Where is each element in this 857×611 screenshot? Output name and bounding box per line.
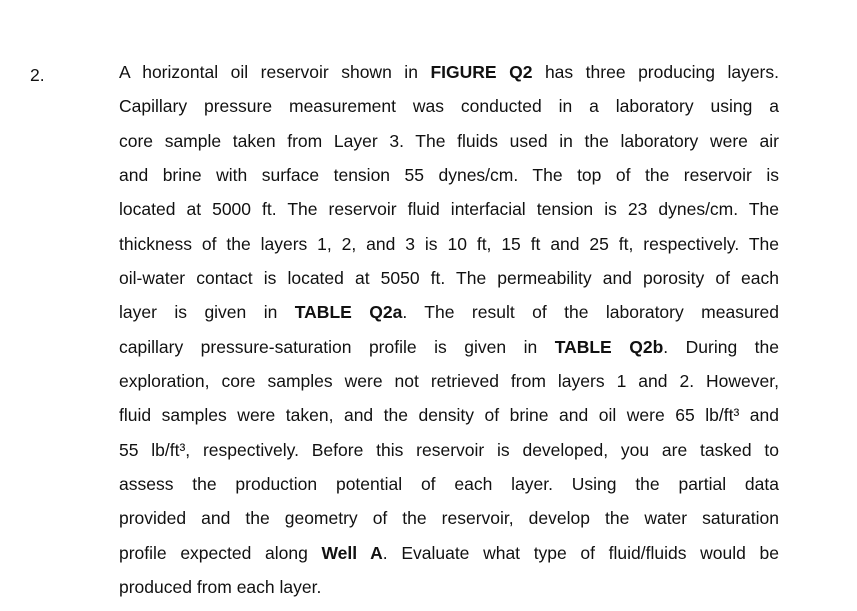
text-segment: 55 lb/ft³, respectively. Before this reservoir is developed, you are tasked to [119, 439, 779, 460]
paragraph-line [119, 370, 779, 404]
bold-reference: TABLE Q2b [554, 336, 664, 357]
question-paragraph [119, 61, 779, 611]
question-number: 2. [30, 65, 45, 85]
text-segment: has three producing layers. [532, 62, 779, 82]
text-segment: . Evaluate what type of fluid/fluids would be [382, 542, 779, 563]
text-segment: A horizontal oil reservoir shown in [119, 62, 431, 82]
text-segment: fluid samples were taken, and the density of brine and oil were 65 lb/ft³ and [119, 405, 779, 426]
bold-reference: Well A [321, 542, 383, 563]
paragraph-line [119, 233, 779, 267]
paragraph-line [119, 267, 779, 301]
paragraph-line [119, 95, 779, 129]
text-segment: core sample taken from Layer 3. The fluids used in the laboratory were air [119, 130, 779, 151]
text-segment: oil-water contact is located at 5050 ft. The permeability and porosity of each [119, 268, 779, 289]
paragraph-line [119, 576, 779, 610]
text-segment: . During the [663, 336, 779, 357]
paragraph-line [119, 507, 779, 541]
paragraph-line [119, 542, 779, 576]
paragraph-line [119, 198, 779, 232]
paragraph-line [119, 336, 779, 370]
text-segment: thickness of the layers 1, 2, and 3 is 10 ft, 15 ft and 25 ft, respectively. The [119, 233, 779, 254]
paragraph-line [119, 404, 779, 438]
text-segment: capillary pressure-saturation profile is given in [119, 336, 555, 357]
text-segment: and brine with surface tension 55 dynes/cm. The top of the reservoir is [119, 165, 779, 186]
text-segment: assess the production potential of each layer. Using the partial data [119, 474, 779, 495]
paragraph-line [119, 439, 779, 473]
text-segment: exploration, core samples were not retrieved from layers 1 and 2. However, [119, 371, 779, 392]
bold-reference: TABLE Q2a [294, 302, 403, 323]
paragraph-line [119, 61, 779, 95]
text-segment: profile expected along [119, 542, 322, 563]
text-segment: provided and the geometry of the reservoir, develop the water saturation [119, 508, 779, 529]
paragraph-line [119, 130, 779, 164]
text-segment: Capillary pressure measurement was conducted in a laboratory using a [119, 96, 779, 117]
paragraph-line [119, 473, 779, 507]
text-segment: produced from each layer. [119, 577, 322, 598]
text-segment: located at 5000 ft. The reservoir fluid interfacial tension is 23 dynes/cm. The [119, 199, 779, 220]
bold-reference: FIGURE Q2 [430, 62, 533, 82]
paragraph-line [119, 301, 779, 335]
text-segment: layer is given in [119, 302, 295, 323]
paragraph-line [119, 164, 779, 198]
text-segment: . The result of the laboratory measured [402, 302, 779, 323]
